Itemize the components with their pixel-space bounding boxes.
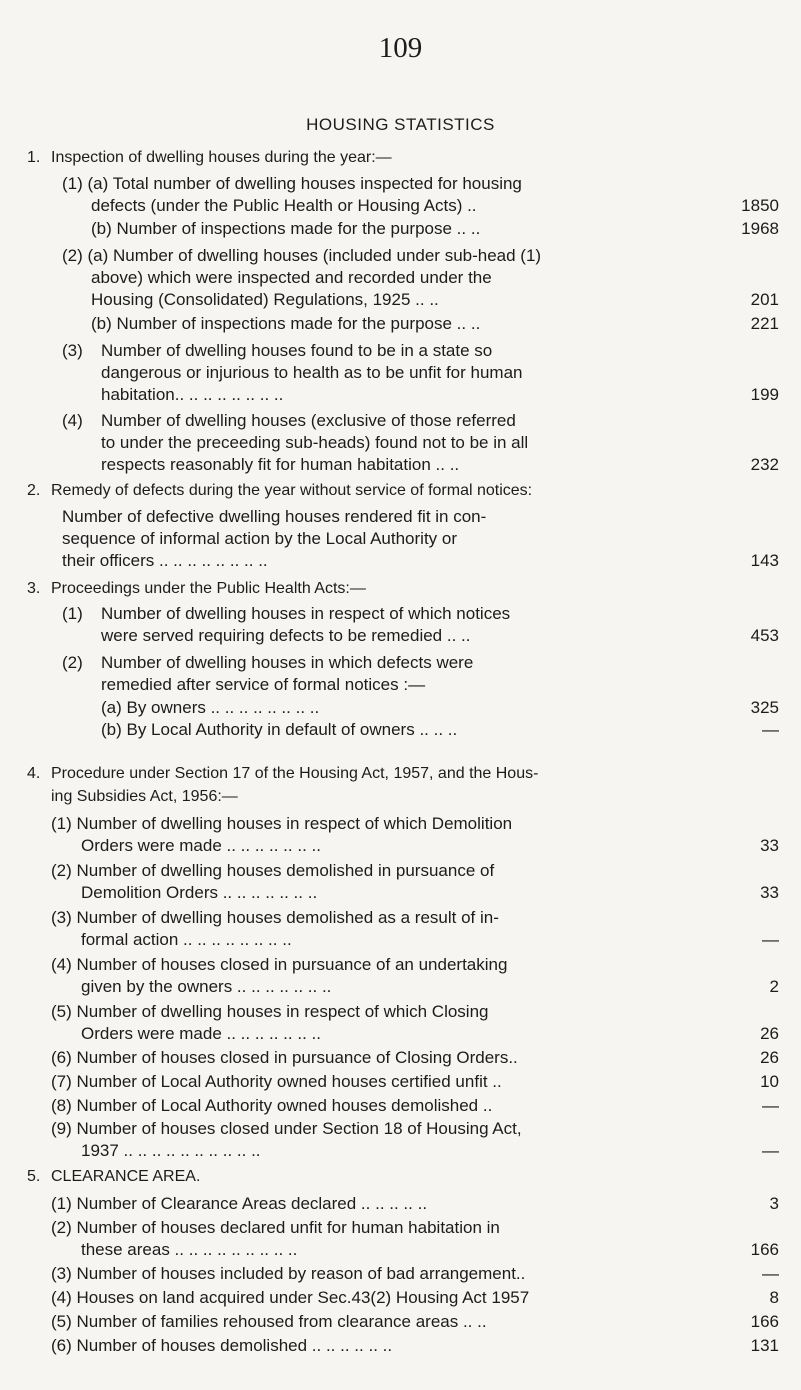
s1-item-3-value: 199 [750,385,779,404]
s1-item-2a-line-1: (2) (a) Number of dwelling houses (included under sub-head (1) [62,246,542,265]
s3-item-2-label: (2) [62,653,83,672]
s5-item-4-value: 8 [769,1288,779,1307]
s1-item-2a-line-3: Housing (Consolidated) Regulations, 1925 .. .. [91,290,439,309]
s2-item-1-line-1: Number of defective dwelling houses rendered fit in con- [62,507,487,526]
s5-item-5-value: 166 [750,1312,779,1331]
s5-item-1-value: 3 [769,1194,779,1213]
s1-item-2a-value: 201 [750,290,779,309]
document-title: HOUSING STATISTICS [306,115,495,134]
s2-item-1-value: 143 [750,551,779,570]
section-4-heading: Procedure under Section 17 of the Housing Act, 1957, and the Hous- [51,765,539,782]
s1-item-2a-line-2: above) which were inspected and recorded under the [91,268,492,287]
s1-item-1a-line-1: (1) (a) Total number of dwelling houses inspected for housing [62,174,522,193]
s4-item-2-value: 33 [760,883,779,902]
section-1-number: 1. [27,149,41,166]
section-4-heading-line-2: ing Subsidies Act, 1956:— [51,788,238,805]
s4-item-1-line-2: Orders were made .. .. .. .. .. .. .. [81,836,321,855]
s4-item-1-line-1: (1) Number of dwelling houses in respect of which Demolition [51,814,513,833]
s4-item-9-value: — [762,1141,779,1160]
section-4-number: 4. [27,765,41,782]
s4-item-3-line-2: formal action .. .. .. .. .. .. .. .. [81,930,292,949]
s1-item-1a-line-2: defects (under the Public Health or Housing Acts) .. [91,196,477,215]
s1-item-1a-value: 1850 [741,196,779,215]
s1-item-4-label: (4) [62,411,83,430]
s1-item-4-value: 232 [750,455,779,474]
s3-item-1-line-2: were served requiring defects to be remedied .. .. [101,626,471,645]
s5-item-1-line-1: (1) Number of Clearance Areas declared .. .. .. .. .. [51,1194,428,1213]
s4-item-7-line-1: (7) Number of Local Authority owned houses certified unfit .. [51,1072,502,1091]
s1-item-3-line-1: Number of dwelling houses found to be in a state so [101,341,493,360]
s3-item-2-line-2: remedied after service of formal notices :— [101,675,426,694]
s4-item-7-value: 10 [760,1072,779,1091]
s4-item-8-line-1: (8) Number of Local Authority owned houses demolished .. [51,1096,493,1115]
s3-item-1-value: 453 [750,626,779,645]
page-number: 109 [378,32,423,64]
s4-item-8-value: — [762,1096,779,1115]
s5-item-4-line-1: (4) Houses on land acquired under Sec.43(2) Housing Act 1957 [51,1288,530,1307]
s4-item-4-value: 2 [769,977,779,996]
s4-item-6-line-1: (6) Number of houses closed in pursuance of Closing Orders.. [51,1048,518,1067]
s5-item-6-line-1: (6) Number of houses demolished .. .. .. .. .. .. [51,1336,393,1355]
s5-item-3-line-1: (3) Number of houses included by reason of bad arrangement.. [51,1264,526,1283]
s5-item-2-line-2: these areas .. .. .. .. .. .. .. .. .. [81,1240,298,1259]
section-1-heading: Inspection of dwelling houses during the year:— [51,149,392,166]
s4-item-6-value: 26 [760,1048,779,1067]
s1-item-3-line-3: habitation.. .. .. .. .. .. .. .. [101,385,284,404]
s4-item-9-line-1: (9) Number of houses closed under Section 18 of Housing Act, [51,1119,522,1138]
s4-item-3-line-1: (3) Number of dwelling houses demolished as a result of in- [51,908,499,927]
s2-item-1-line-2: sequence of informal action by the Local Authority or [62,529,458,548]
section-5-number: 5. [27,1168,41,1185]
s1-item-4-line-1: Number of dwelling houses (exclusive of those referred [101,411,516,430]
section-2-heading: Remedy of defects during the year without service of formal notices: [51,482,533,499]
s5-item-3-value: — [762,1264,779,1283]
s1-item-3-line-2: dangerous or injurious to health as to be unfit for human [101,363,523,382]
s5-item-2-value: 166 [750,1240,779,1259]
s3-item-2-line-1: Number of dwelling houses in which defects were [101,653,474,672]
s4-item-5-line-2: Orders were made .. .. .. .. .. .. .. [81,1024,321,1043]
s4-item-9-line-2: 1937 .. .. .. .. .. .. .. .. .. .. [81,1141,261,1160]
section-3-heading: Proceedings under the Public Health Acts:— [51,580,366,597]
section-3-number: 3. [27,580,41,597]
s4-item-1-value: 33 [760,836,779,855]
s1-item-2b-line-1: (b) Number of inspections made for the purpose .. .. [91,314,481,333]
s3-item-2b-value: — [762,720,779,739]
s1-item-4-line-2: to under the preceeding sub-heads) found not to be in all [101,433,529,452]
s1-item-2b-value: 221 [750,314,779,333]
s2-item-1-line-3: their officers .. .. .. .. .. .. .. .. [62,551,268,570]
s5-item-2-line-1: (2) Number of houses declared unfit for human habitation in [51,1218,500,1237]
s3-item-1-line-1: Number of dwelling houses in respect of which notices [101,604,511,623]
s5-item-6-value: 131 [750,1336,779,1355]
s3-item-2a-value: 325 [750,698,779,717]
s1-item-3-label: (3) [62,341,83,360]
section-2-number: 2. [27,482,41,499]
s5-item-5-line-1: (5) Number of families rehoused from clearance areas .. .. [51,1312,487,1331]
s4-item-3-value: — [762,930,779,949]
s4-item-5-line-1: (5) Number of dwelling houses in respect of which Closing [51,1002,489,1021]
s4-item-2-line-1: (2) Number of dwelling houses demolished in pursuance of [51,861,495,880]
s1-item-1b-line-1: (b) Number of inspections made for the purpose .. .. [91,219,481,238]
s3-item-2a-line-1: (a) By owners .. .. .. .. .. .. .. .. [101,698,320,717]
s4-item-4-line-2: given by the owners .. .. .. .. .. .. .. [81,977,332,996]
s3-item-2b-line-1: (b) By Local Authority in default of owners .. .. .. [101,720,458,739]
s4-item-2-line-2: Demolition Orders .. .. .. .. .. .. .. [81,883,318,902]
s3-item-1-label: (1) [62,604,83,623]
s4-item-5-value: 26 [760,1024,779,1043]
section-5-heading: CLEARANCE AREA. [51,1168,201,1185]
s4-item-4-line-1: (4) Number of houses closed in pursuance of an undertaking [51,955,508,974]
s1-item-1b-value: 1968 [741,219,779,238]
s1-item-4-line-3: respects reasonably fit for human habitation .. .. [101,455,460,474]
